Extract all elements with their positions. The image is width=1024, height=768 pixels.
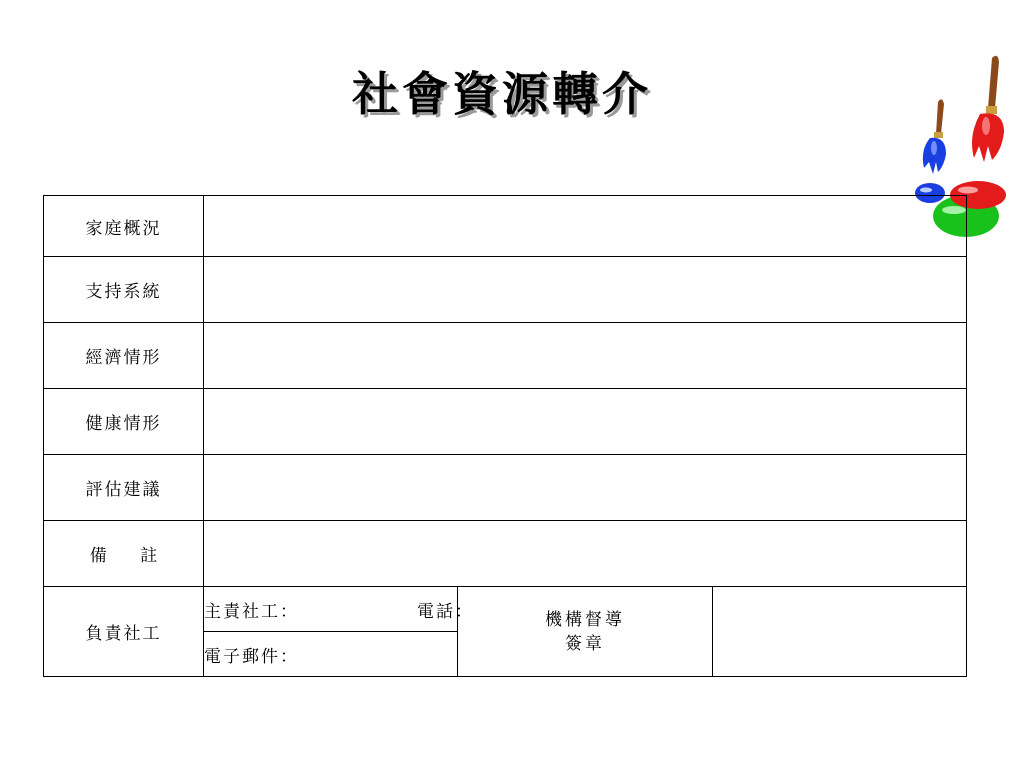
field-assessment[interactable] <box>204 455 967 521</box>
row-label-health: 健康情形 <box>44 389 204 455</box>
field-health-status[interactable] <box>204 389 967 455</box>
row-label-economy: 經濟情形 <box>44 323 204 389</box>
field-supervisor-signature[interactable] <box>712 587 966 677</box>
field-email[interactable] <box>204 632 458 677</box>
row-label-worker: 負責社工 <box>44 587 204 677</box>
table-row <box>44 323 967 389</box>
row-label-assessment: 評估建議 <box>44 455 204 521</box>
row-label-family: 家庭概況 <box>44 196 204 257</box>
supervisor-label-cell <box>458 587 712 677</box>
supervisor-label: 機構督導 <box>544 609 625 630</box>
table-row <box>44 455 967 521</box>
phone-label: 電話： <box>417 601 474 622</box>
referral-form-table <box>43 195 967 677</box>
main-worker-label: 主責社工： <box>204 601 299 622</box>
field-family-status[interactable] <box>204 196 967 257</box>
table-row <box>44 257 967 323</box>
field-support-system[interactable] <box>204 257 967 323</box>
page-title: 社會資源轉介 <box>352 67 652 121</box>
field-remarks[interactable] <box>204 521 967 587</box>
table-row <box>44 587 967 632</box>
field-economic-status[interactable] <box>204 323 967 389</box>
signature-label: 簽章 <box>564 633 605 654</box>
table-row <box>44 521 967 587</box>
table-row <box>44 389 967 455</box>
row-label-support: 支持系統 <box>44 257 204 323</box>
row-label-remarks: 備 註 <box>44 521 204 587</box>
email-label: 電子郵件： <box>204 646 299 667</box>
field-main-worker[interactable] <box>204 587 474 632</box>
table-row <box>44 196 967 257</box>
